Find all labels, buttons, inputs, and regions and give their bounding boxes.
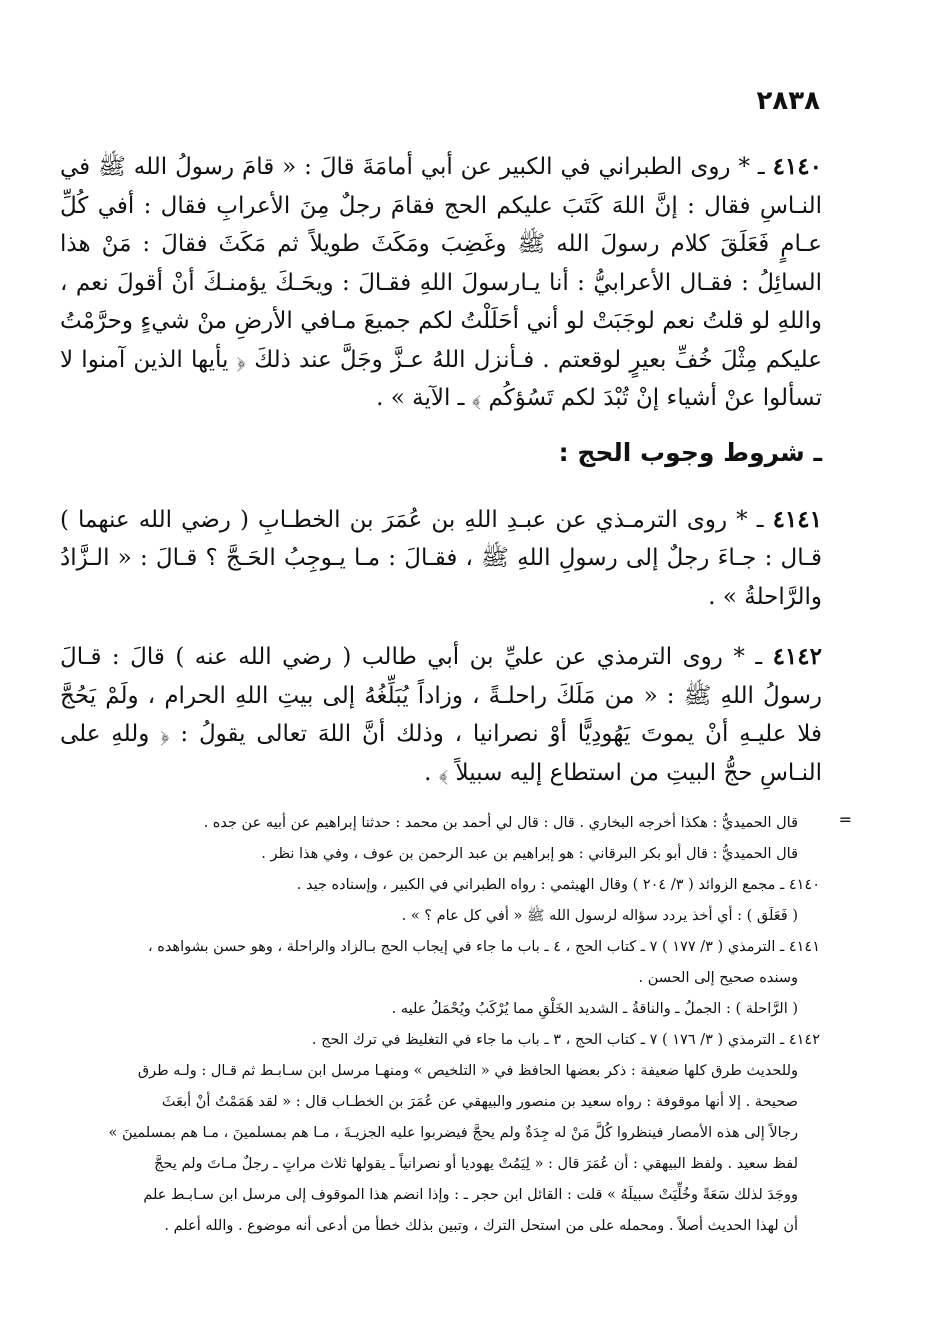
hadith-text: ـ * روى الطبراني في الكبير عن أبي أمامَةَ قالَ : « قامَ رسولُ الله ﷺ في النـاسِ فقال : إنَّ اللهَ كَتَبَ عليكم الحج فقامَ رجلٌ مِنَ الأعرابِ فقال : أفي كُلِّ عـامٍ فَعَلَقَ كلام رسولَ الله ﷺ وغَضِبَ ومَكَثَ طويلاً ثم مَكَثَ فقالَ : مَنْ هذا السائِلُ : فقـال الأعرابيُّ : أنا يـارسولَ اللهِ فقـالَ : ويحَـكَ يؤمنـكَ أنْ أقولَ نعم ، واللهِ لو قلتُ نعم لوجَبَتْ لو أني أحَلَلْتُ لكم جميعَ مـافي الأرضِ منْ شيءٍ وحرَّمْتُ عليكم مِثْلَ خُفِّ بعيرٍ لوقعتم . فـأنزل اللهُ عـزَّ وجَلَّ عند ذلكَ ﴿ يأيها الذين آمنوا لا تسألوا عنْ أشياء إنْ تُبْدَ لكم تَسُؤكُم ﴾ ـ الآية » . (60, 154, 822, 411)
footnote-continuation-marker: = (838, 810, 852, 829)
footnote-line: ٤١٤١ ـ الترمذي ( ٣/ ١٧٧ ) ٧ ـ كتاب الحج ، ٤ ـ باب ما جاء في إيجاب الحج بـالزاد والراحلة ، وهو حسن بشواهده ، (147, 939, 820, 955)
main-text (60, 148, 822, 800)
footnote-line: أن لهذا الحديث أصلاً . ومحمله على من استحل الترك ، وتبين بذلك خطأ من أدعى أنه موضوع . والله أعلم . (164, 1218, 798, 1234)
footnote-line: ٤١٤٢ ـ الترمذي ( ٣/ ١٧٦ ) ٧ ـ كتاب الحج ، ٣ ـ باب ما جاء في التغليظ في ترك الحج . (311, 1032, 820, 1048)
hadith-number: ٤١٤١ (772, 505, 822, 533)
footnote-line: ( فَعَلَق ) : أي أخذ يردد سؤاله لرسول الله ﷺ « أفي كل عام ؟ » . (401, 908, 798, 924)
footnote-line: قال الحميديُّ : قال أبو بكر البرقاني : هو إبراهيم بن عبد الرحمن بن عوف ، وفي هذا نظر . (261, 846, 798, 862)
footnote-line: ووجَدَ لذلك سَعَةً وخُلِّيَتْ سبيلَهُ » قلت : القائل ابن حجر ـ : وإذا انضم هذا الموقوف إلى مرسل ابن سـابـط علم (143, 1187, 798, 1203)
footnote-line: ( الرَّاحلة ) : الجملُ ـ والناقةُ ـ الشديد الخَلْقِ مما يُرْكَبُ ويُحْمَلُ عليه . (391, 1001, 798, 1017)
footnote-line: قال الحميديُّ : هكذا أخرجه البخاري . قال : قال لي أحمد بن محمد : حدثنا إبراهيم عن أبيه عن جده . (203, 815, 798, 831)
hadith-4140 (60, 148, 822, 418)
footnote-line: صحيحة . إلا أنها موقوفة : رواه سعيد بن منصور والبيهقي عن عُمَرَ بن الخطـاب قال : « لقد هَمَمْتُ أنْ أبعَثَ (161, 1094, 798, 1110)
footnote-line: وللحديث طرق كلها ضعيفة : ذكر بعضها الحافظ في « التلخيص » ومنهـا مرسل ابن سـابـط ثم قـال : ولـه طرق (137, 1063, 798, 1079)
hadith-4141 (60, 501, 822, 617)
footnotes (60, 808, 820, 1242)
hadith-number: ٤١٤٢ (772, 643, 822, 670)
footnote-line: ٤١٤٠ ـ مجمع الزوائد ( ٣/ ٢٠٤ ) وقال الهيثمي : رواه الطبراني في الكبير ، وإسناده جيد . (296, 877, 820, 893)
footnote-line: وسنده صحيح إلى الحسن . (638, 970, 798, 986)
page-number: ٢٨٣٨ (756, 86, 820, 116)
hadith-number: ٤١٤٠ (772, 153, 822, 180)
hadith-4142 (60, 638, 822, 792)
hadith-text: ـ * روى الترمذي عن عليِّ بن أبي طالب ( رضي الله عنه ) قالَ : قـالَ رسولُ اللهِ ﷺ : « من مَلَكَ راحلـةً ، وزاداً يُبَلِّغُهُ إلى بيتِ اللهِ الحرام ، ولَمْ يَحُجَّ فلا عليـهِ أنْ يموتَ يَهُودِيًّا أوْ نصرانيا ، وذلك أنَّ اللهَ تعالى يقولُ : ﴿ وللهِ على النـاسِ حجُّ البيتِ من استطاع إليه سبيلاً ﴾ . (60, 644, 822, 786)
hadith-text: ـ * روى الترمـذي عن عبـدِ اللهِ بن عُمَرَ بن الخطـابِ ( رضي الله عنهما ) قـال : جـاءَ رجلٌ إلى رسولِ اللهِ ﷺ ، فقـالَ : مـا يـوجِبُ الحَـجَّ ؟ قـالَ : « الـزَّادُ والرَّاحلةُ » . (60, 506, 822, 610)
footnote-line: لفظ سعيد . ولفظ البيهقي : أن عُمَرَ قال : « لِيَمُتْ يهوديا أو نصرانياً ـ يقولها ثلاث مراتٍ ـ رجلٌ مـاتَ ولم يحجَّ (154, 1156, 798, 1172)
section-heading: ـ شروط وجوب الحج : (558, 437, 822, 467)
footnote-line: رجالاً إلى هذه الأمصار فينظروا كُلَّ مَنْ له جِدَةٌ ولم يحجَّ فيضربوا عليه الجزيـةَ ، مـا هم بمسلمينَ ، مـا هم بمسلمينَ » (108, 1125, 798, 1141)
